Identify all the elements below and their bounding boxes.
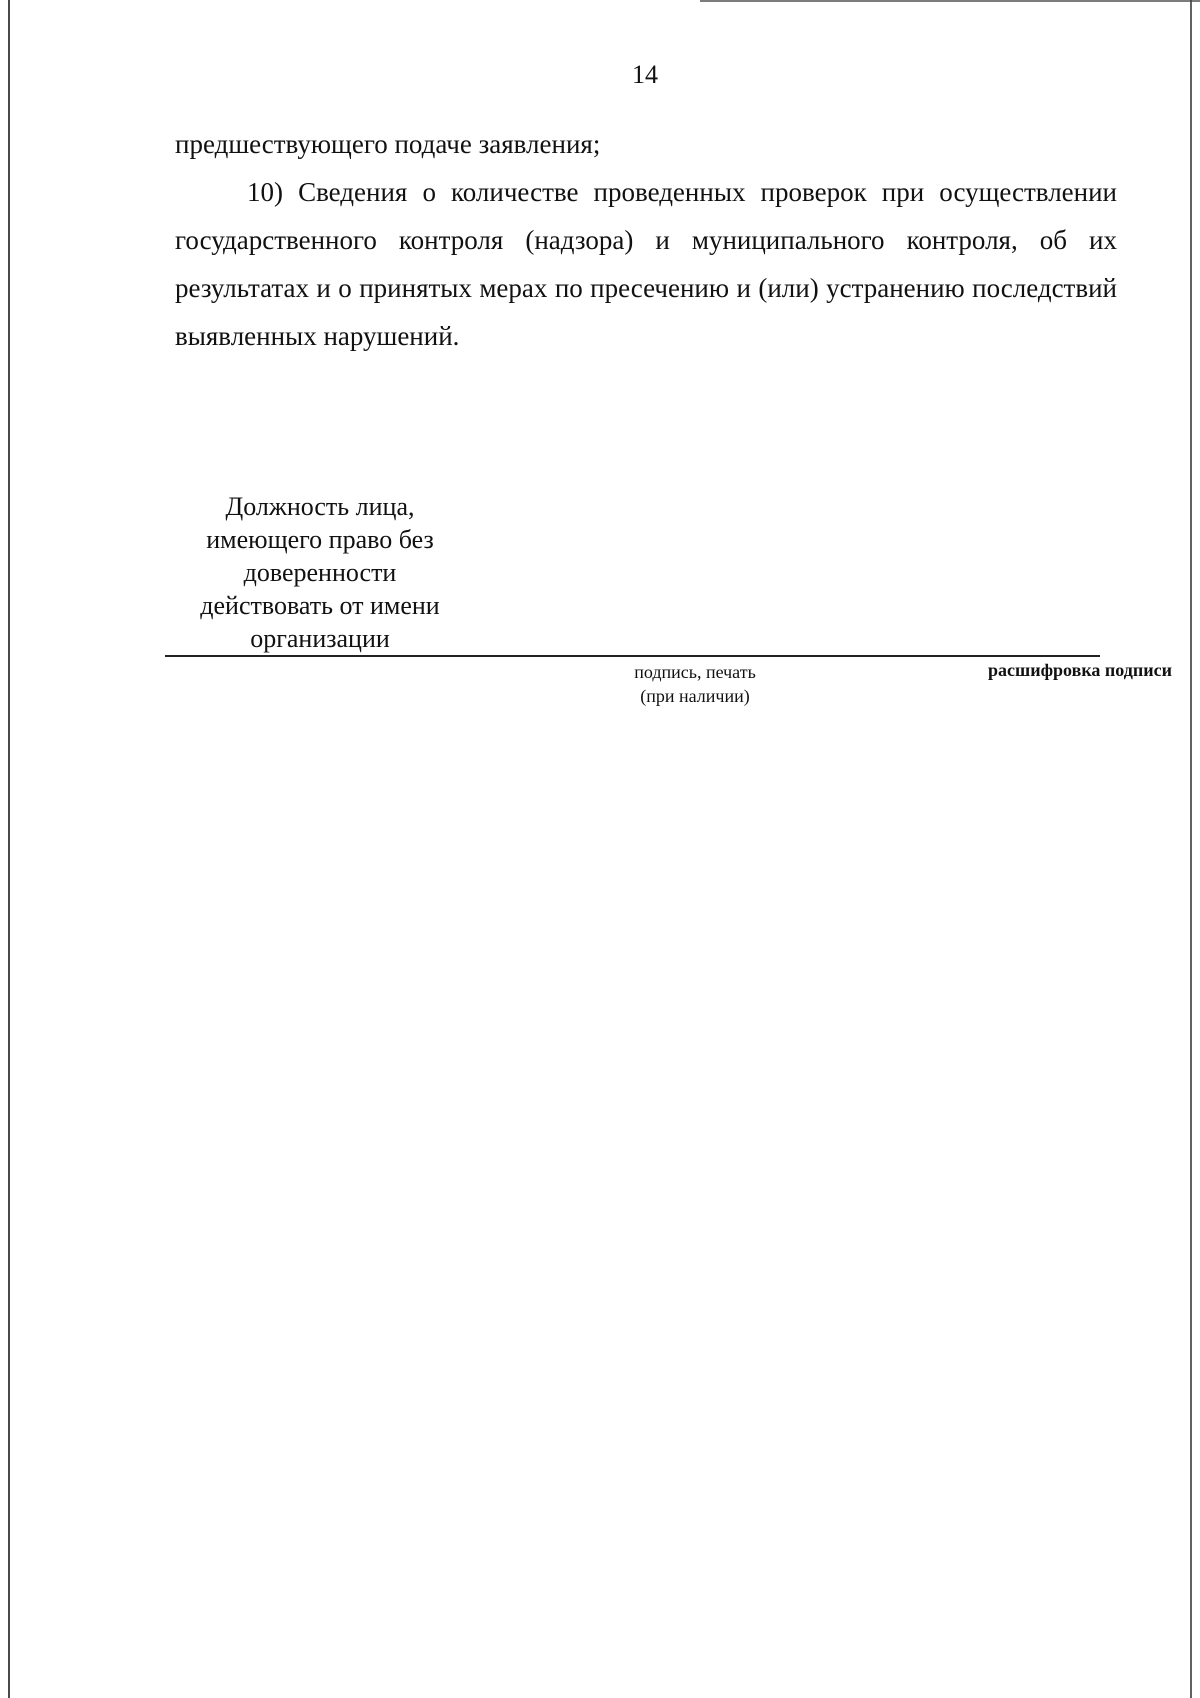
position-title-line: имеющего право без bbox=[206, 525, 434, 554]
scan-edge-top bbox=[700, 0, 1200, 2]
paragraph-continuation: предшествующего подаче заявления; bbox=[175, 129, 601, 159]
decoding-caption: расшифровка подписи bbox=[988, 660, 1172, 680]
scan-edge-right bbox=[1190, 0, 1192, 1698]
signature-block bbox=[160, 490, 1172, 710]
signature-caption bbox=[540, 660, 850, 708]
page-number: 14 bbox=[632, 60, 658, 89]
paragraph-item-10: 10) Сведения о количестве проведенных проверок при осуществлении государственного контроля (надзора) и муниципального контроля, об их результатах и о принятых мерах по пресечению и (или) устранению последствий выявленных нарушений. bbox=[175, 177, 1117, 351]
position-title-line: организации bbox=[250, 624, 390, 653]
signature-caption-line: подпись, печать bbox=[634, 662, 756, 682]
signature-line bbox=[165, 655, 1100, 657]
position-title bbox=[180, 490, 460, 655]
position-title-line: доверенности bbox=[243, 558, 397, 587]
position-title-line: Должность лица, bbox=[225, 492, 415, 521]
signature-caption-line: (при наличии) bbox=[640, 686, 750, 706]
position-title-line: действовать от имени bbox=[200, 591, 440, 620]
scan-edge-left bbox=[8, 0, 10, 1698]
